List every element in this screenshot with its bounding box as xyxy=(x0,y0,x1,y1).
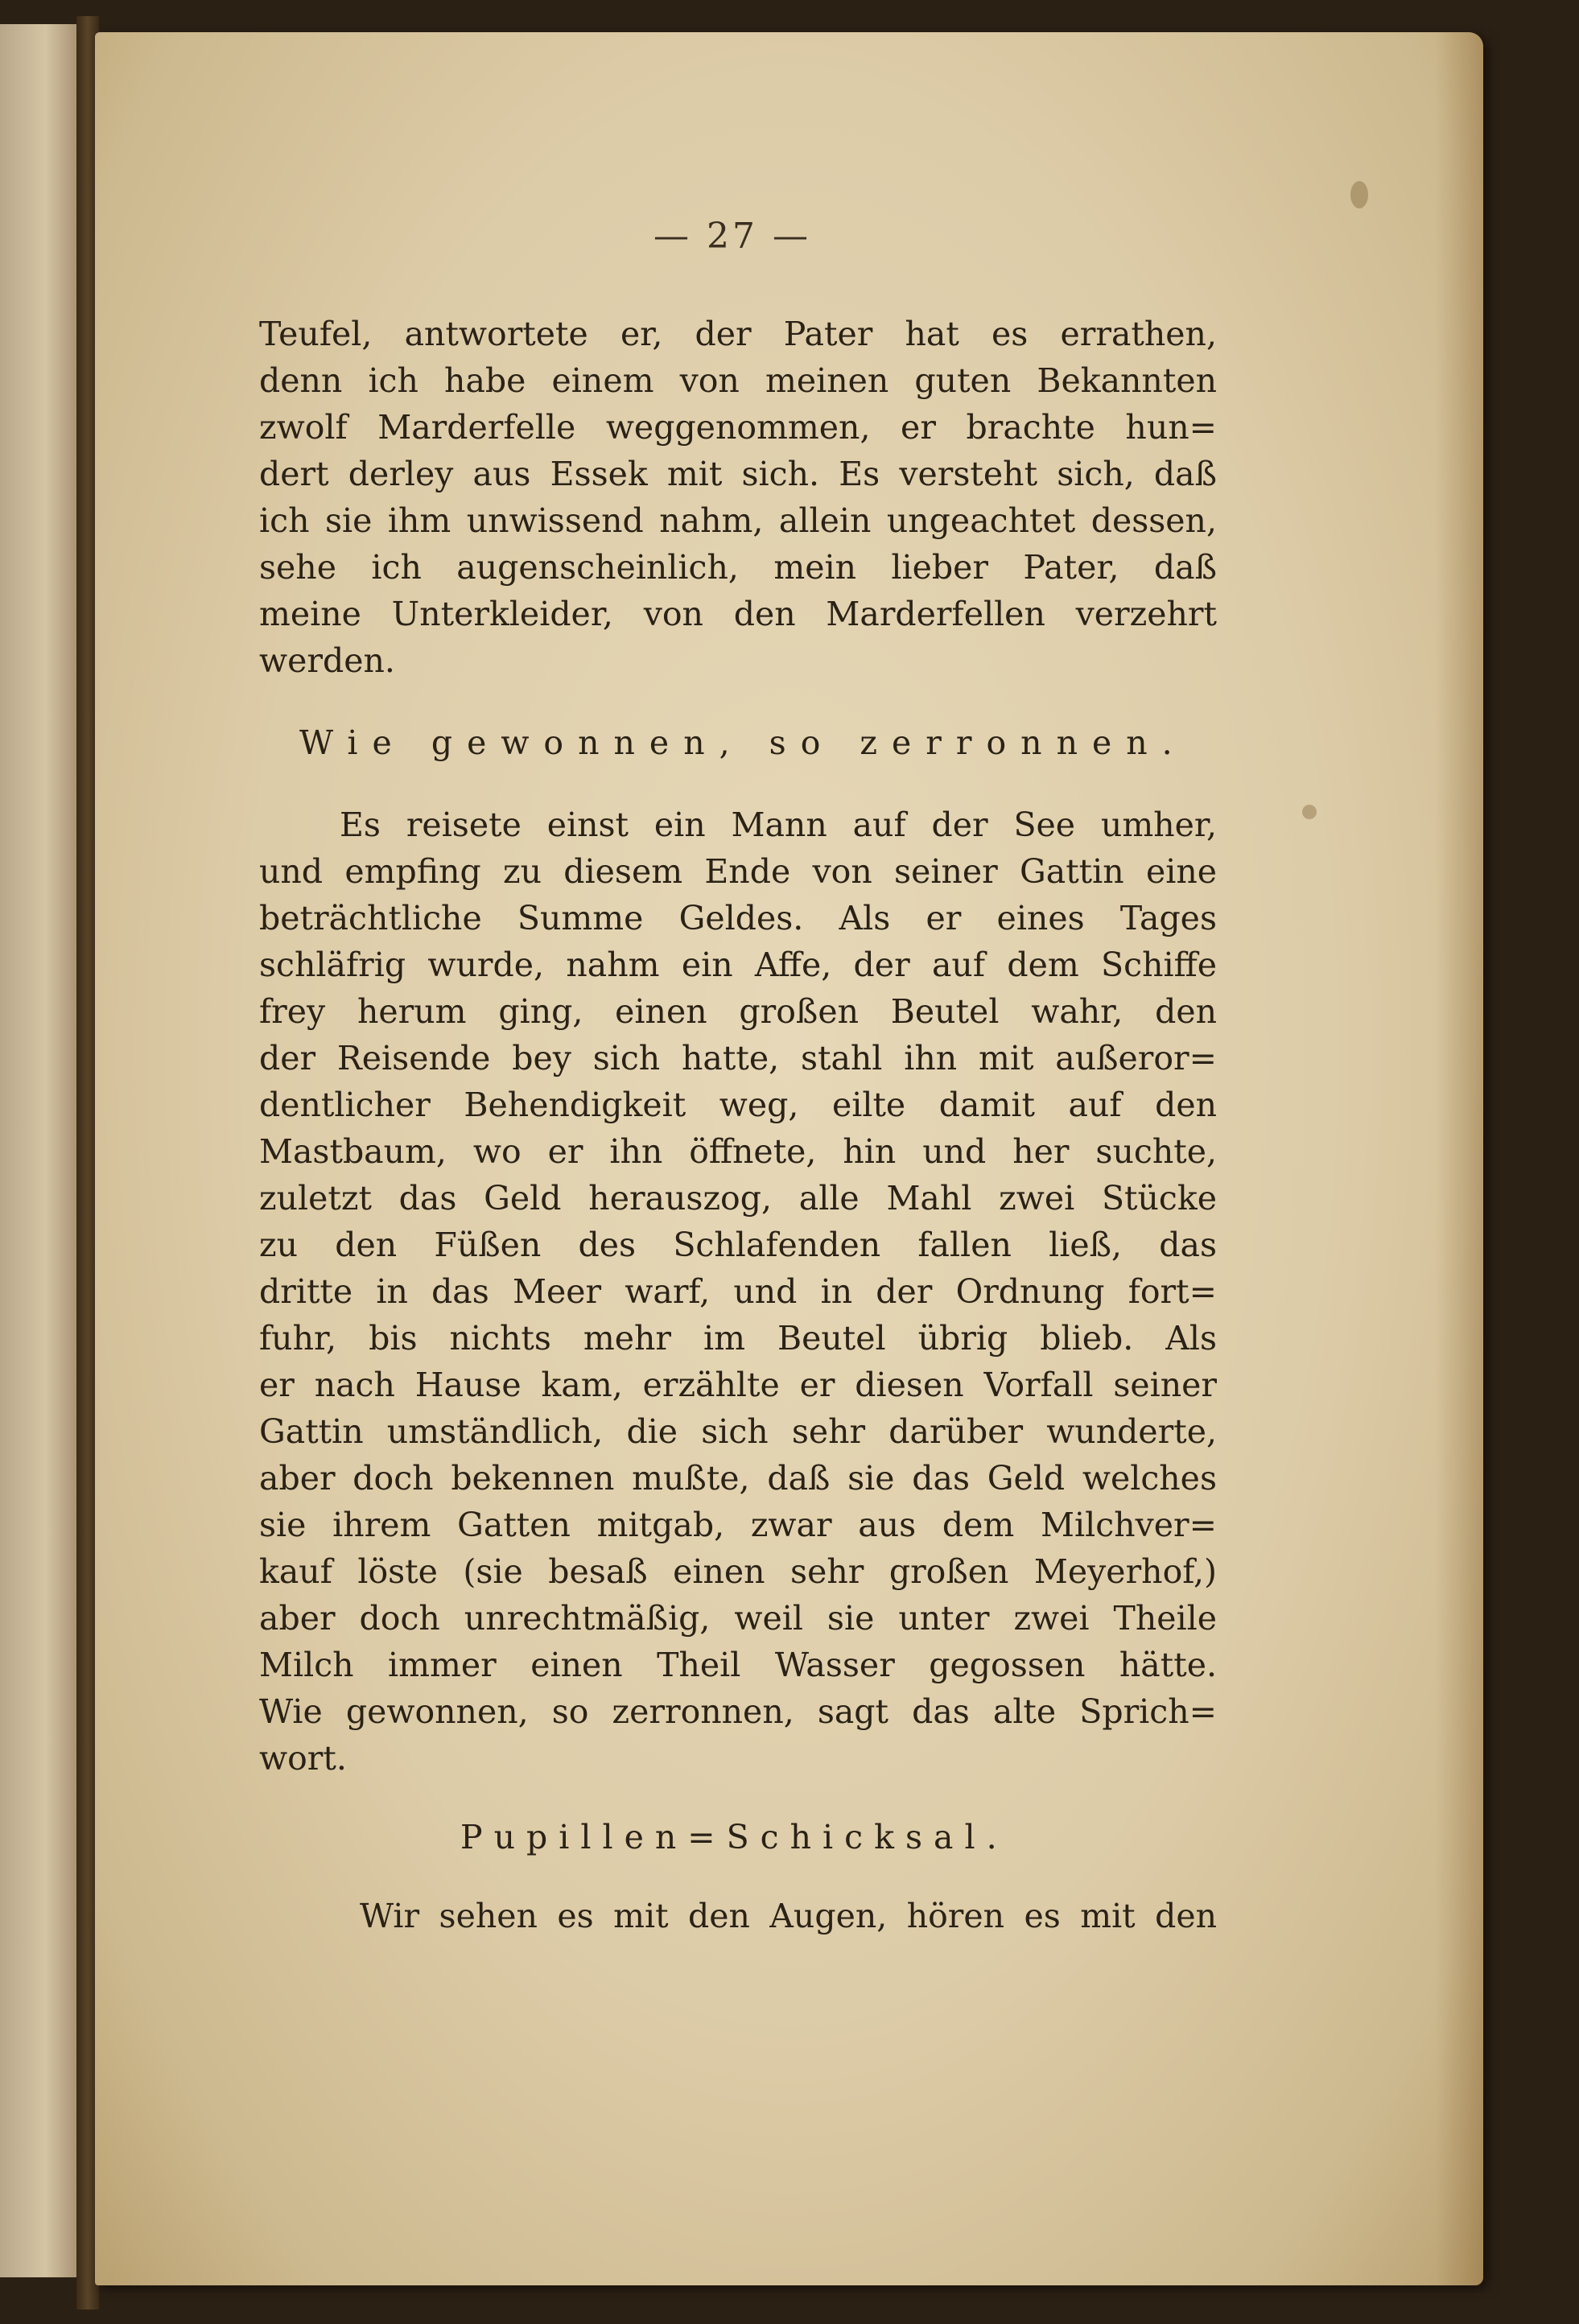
text-line: zwolf Marderfelle weggenommen, er brachte hun= xyxy=(259,408,1217,447)
text-line: Mastbaum, wo er ihn öffnete, hin und her suchte, xyxy=(259,1132,1217,1171)
text-line: aber doch unrechtmäßig, weil sie unter zwei Theile xyxy=(259,1599,1217,1638)
text-line: werden. xyxy=(259,641,395,680)
text-line: fuhr, bis nichts mehr im Beutel übrig blieb. Als xyxy=(259,1319,1217,1358)
text-line: schläfrig wurde, nahm ein Affe, der auf dem Schiffe xyxy=(259,946,1217,984)
text-line: Gattin umständlich, die sich sehr darüber wunderte, xyxy=(259,1412,1217,1451)
text-line: zu den Füßen des Schlafenden fallen ließ, das xyxy=(259,1226,1217,1264)
text-line: sie ihrem Gatten mitgab, zwar aus dem Milchver= xyxy=(259,1506,1217,1544)
text-line: Wie gewonnen, so zerronnen, sagt das alte Sprich= xyxy=(259,1692,1217,1731)
text-line: dentlicher Behendigkeit weg, eilte damit auf den xyxy=(259,1086,1217,1124)
text-line: zuletzt das Geld herauszog, alle Mahl zwei Stücke xyxy=(259,1179,1217,1218)
text-line: Es reisete einst ein Mann auf der See umher, xyxy=(340,806,1217,844)
text-line: frey herum ging, einen großen Beutel wahr, den xyxy=(259,992,1217,1031)
page-number: — 27 — xyxy=(653,216,811,257)
page-stain xyxy=(1302,805,1317,819)
text-line: Teufel, antwortete er, der Pater hat es errathen, xyxy=(259,315,1217,353)
text-line: meine Unterkleider, von den Marderfellen verzehrt xyxy=(259,595,1217,633)
text-line: kauf löste (sie besaß einen sehr großen Meyerhof,) xyxy=(259,1552,1217,1591)
text-line: er nach Hause kam, erzählte er diesen Vorfall seiner xyxy=(259,1366,1217,1404)
text-line: aber doch bekennen mußte, daß sie das Geld welches xyxy=(259,1459,1217,1498)
section-heading: Wie gewonnen, so zerronnen. xyxy=(299,723,1187,762)
text-line: denn ich habe einem von meinen guten Bekannten xyxy=(259,361,1217,400)
text-line: dert derley aus Essek mit sich. Es versteht sich, daß xyxy=(259,455,1217,493)
text-line: Milch immer einen Theil Wasser gegossen hätte. xyxy=(259,1646,1217,1684)
text-line: ich sie ihm unwissend nahm, allein ungeachtet dessen, xyxy=(259,501,1217,540)
text-line: der Reisende bey sich hatte, stahl ihn mit außeror= xyxy=(259,1039,1217,1078)
text-line: sehe ich augenscheinlich, mein lieber Pater, daß xyxy=(259,548,1217,587)
text-line: und empfing zu diesem Ende von seiner Gattin eine xyxy=(259,852,1217,891)
left-page-edge xyxy=(0,24,79,2277)
page-edge-shading xyxy=(1435,32,1483,2285)
text-line: dritte in das Meer warf, und in der Ordnung fort= xyxy=(259,1272,1217,1311)
page-stain xyxy=(1350,181,1368,208)
text-line: Wir sehen es mit den Augen, hören es mit den xyxy=(360,1897,1217,1935)
text-line: wort. xyxy=(259,1739,347,1778)
text-line: beträchtliche Summe Geldes. Als er eines Tages xyxy=(259,899,1217,937)
section-heading: Pupillen=Schicksal. xyxy=(460,1818,1008,1856)
